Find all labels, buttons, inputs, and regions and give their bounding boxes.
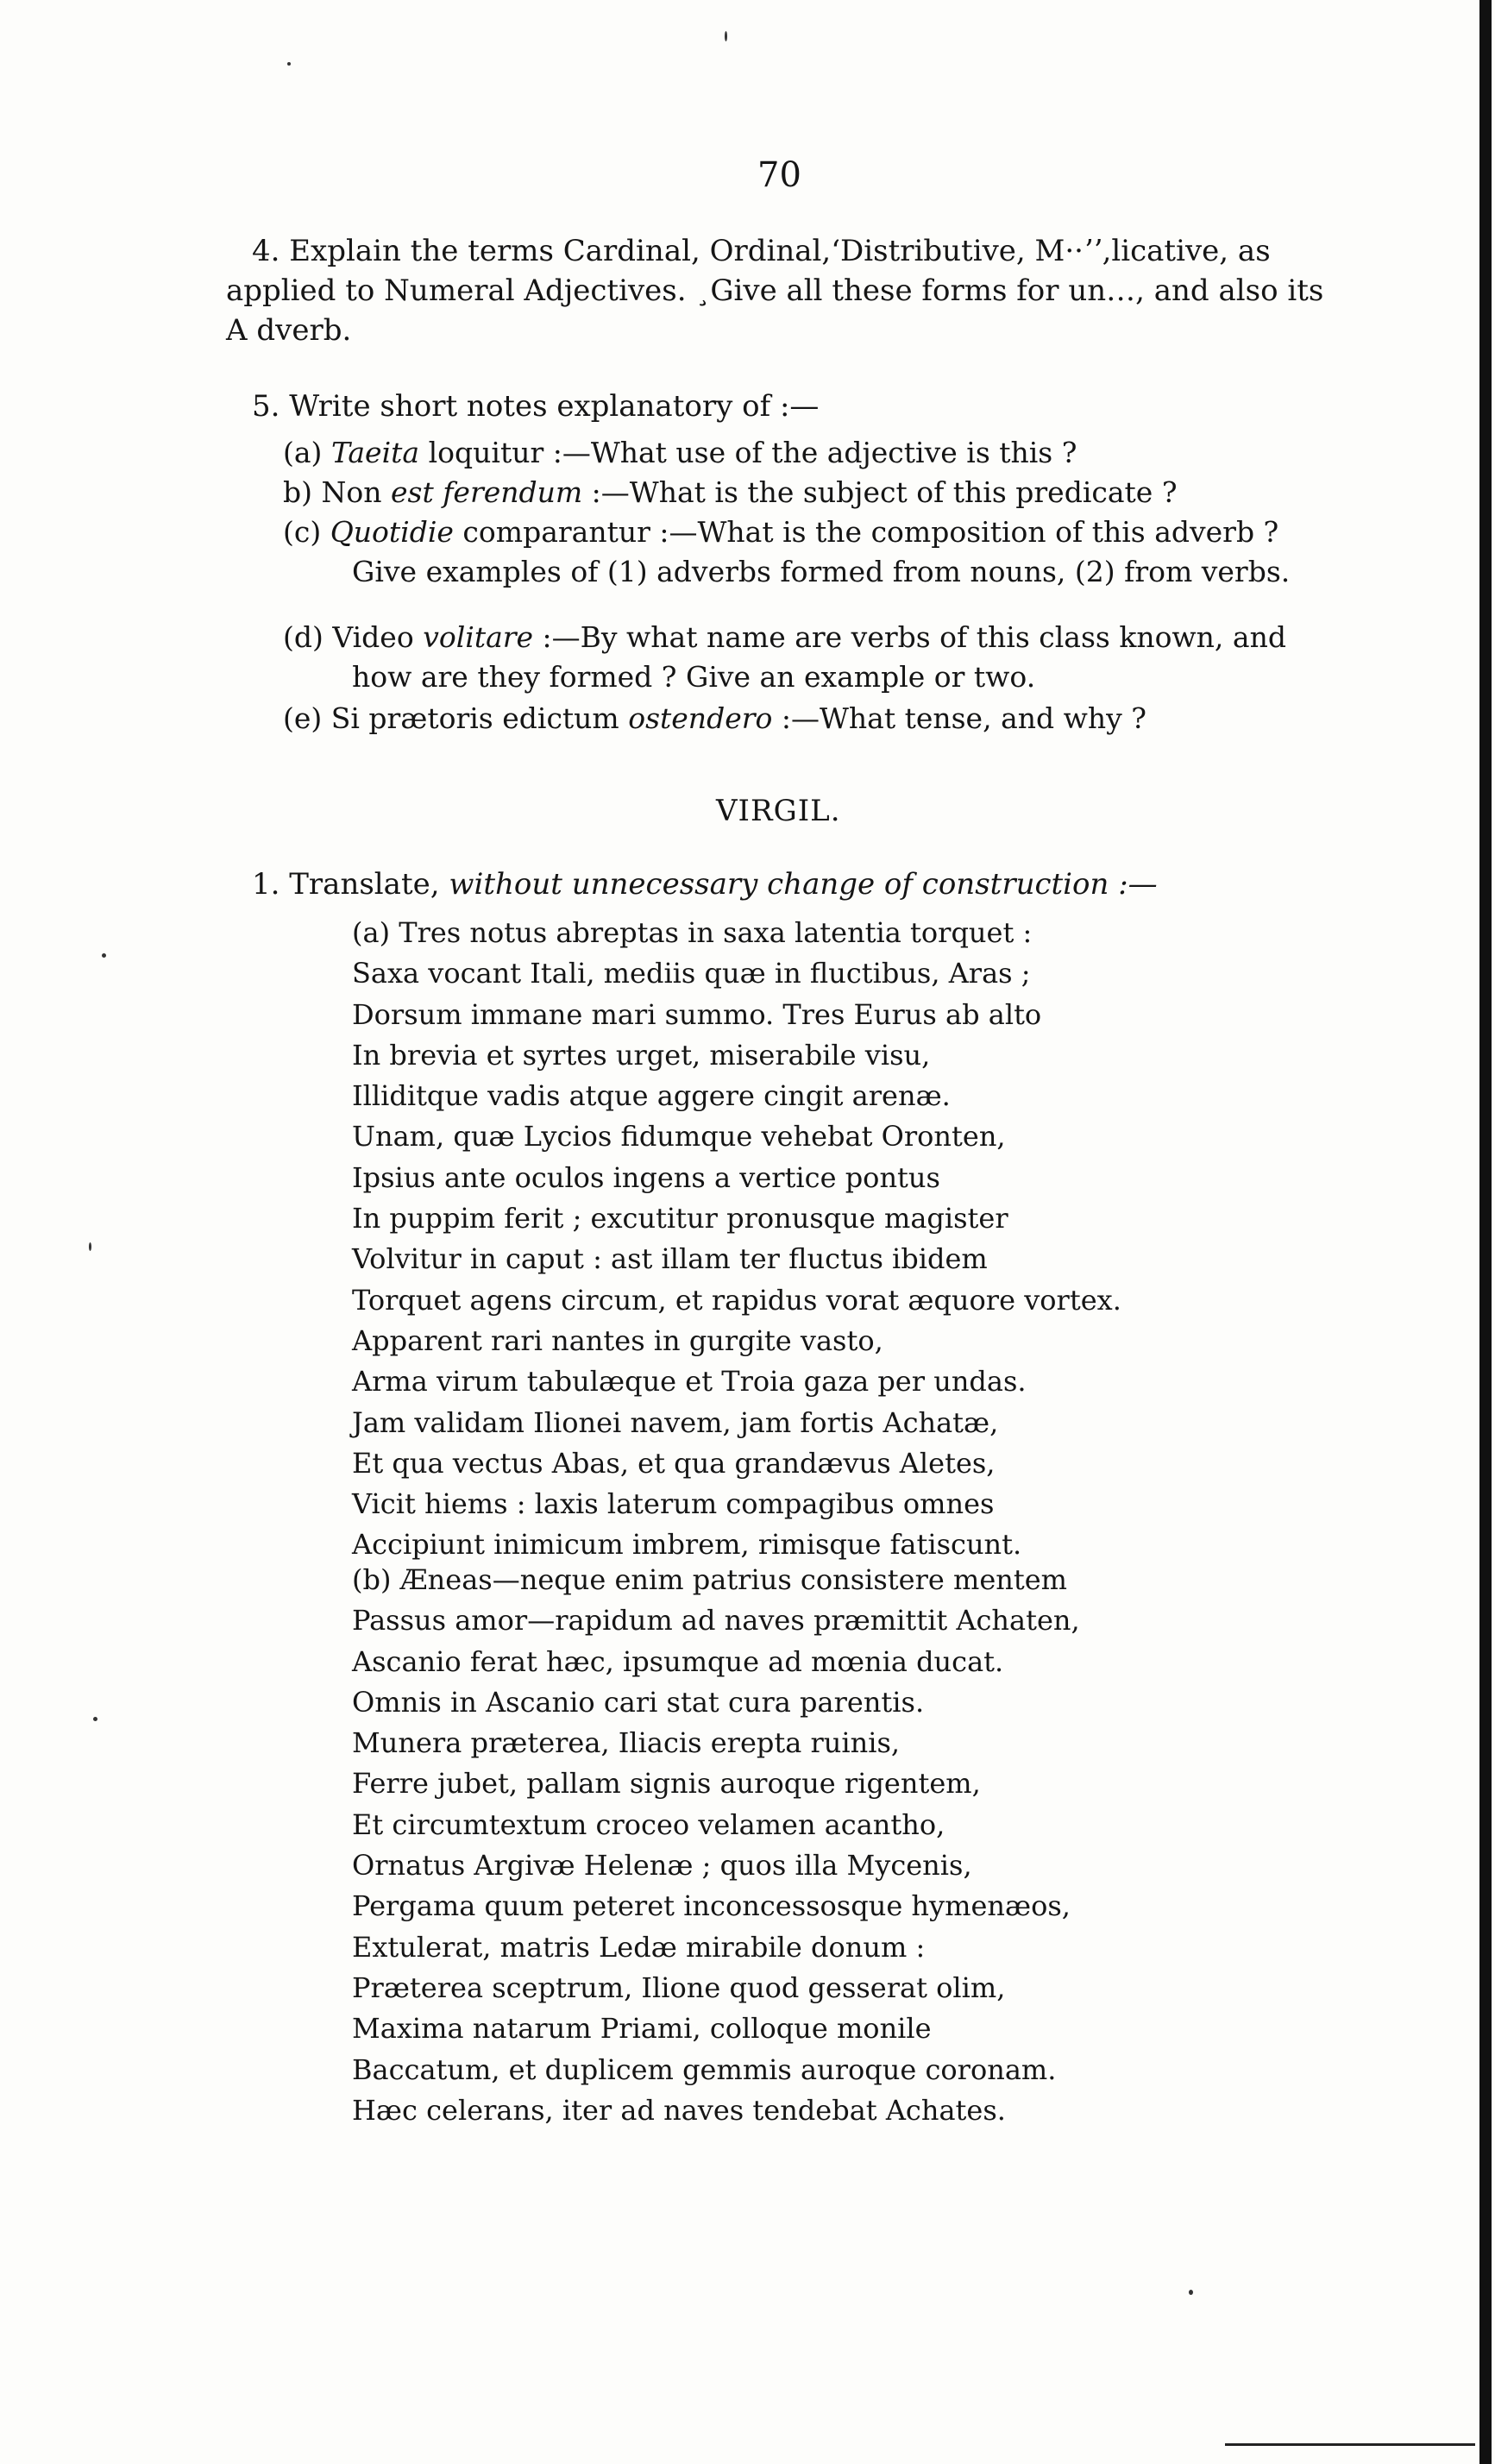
question-5a: [283, 433, 1077, 473]
item-text: comparantur :—What is the composition of this adverb ?: [453, 515, 1279, 549]
verse-line: Arma virum tabulæque et Troia gaza per undas.: [352, 1365, 1027, 1399]
item-text: :—What is the subject of this predicate ?: [582, 475, 1178, 509]
verse-line: Maxima natarum Priami, colloque monile: [352, 2012, 932, 2046]
scan-edge-margin: [1492, 0, 1495, 2464]
verse-line: Ascanio ferat hæc, ipsumque ad mœnia ducat.: [352, 1644, 1004, 1678]
question-5e: [283, 699, 1146, 739]
verse-line: Accipiunt inimicum imbrem, rimisque fatiscunt.: [352, 1528, 1022, 1562]
verse-line: Illiditque vadis atque aggere cingit arenæ.: [352, 1079, 951, 1113]
question-5d-continuation: how are they formed ? Give an example or two.: [352, 660, 1036, 694]
item-label: (c): [283, 515, 322, 549]
translate-instruction: [252, 864, 1158, 904]
question-5-intro: 5. Write short notes explanatory of :—: [252, 389, 820, 424]
scan-speck: [102, 953, 106, 958]
verse-line: In brevia et syrtes urget, miserabile visu,: [352, 1038, 931, 1072]
question-5c: [283, 512, 1278, 552]
question-4-line-1: 4. Explain the terms Cardinal, Ordinal,ʻDistributive, M··ʼʼ,licative, as: [252, 234, 1271, 268]
passage-b: [352, 1560, 1080, 2131]
item-pre: Si prætoris edictum: [330, 701, 629, 735]
scan-speck: [1189, 2290, 1193, 2295]
item-text: :—By what name are verbs of this class known, and: [533, 620, 1286, 654]
verse-line: Omnis in Ascanio cari stat cura parentis.: [352, 1685, 925, 1719]
verse-line: Hæc celerans, iter ad naves tendebat Achates.: [352, 2093, 1006, 2127]
verse-line: Extulerat, matris Ledæ mirabile donum :: [352, 1930, 926, 1964]
verse-line: (a) Tres notus abreptas in saxa latentia torquet :: [352, 916, 1033, 949]
passage-a: [352, 913, 1121, 1566]
verse-line: Baccatum, et duplicem gemmis auroque coronam.: [352, 2052, 1057, 2086]
verse-line: Unam, quæ Lycios fidumque vehebat Oronten,: [352, 1120, 1006, 1153]
question-5c-continuation: Give examples of (1) adverbs formed from nouns, (2) from verbs.: [352, 555, 1291, 588]
latin-phrase: Taeita: [330, 436, 420, 469]
verse-line: Vicit hiems : laxis laterum compagibus omnes: [352, 1487, 995, 1521]
latin-phrase: est ferendum: [391, 475, 583, 509]
scan-speck: [725, 31, 727, 41]
scan-speck: [89, 1242, 91, 1251]
question-5d: [283, 618, 1286, 657]
verse-line: Munera præterea, Iliacis erepta ruinis,: [352, 1726, 901, 1760]
verse-line: (b) Æneas—neque enim patrius consistere mentem: [352, 1563, 1068, 1596]
section-heading: VIRGIL.: [716, 794, 841, 828]
item-label: b): [283, 475, 312, 509]
scan-edge-shadow: [1479, 0, 1492, 2464]
latin-phrase: volitare: [423, 620, 534, 654]
scan-speck: [93, 1717, 97, 1721]
verse-line: Pergama quum peteret inconcessosque hymenæos,: [352, 1889, 1071, 1923]
verse-line: Præterea sceptrum, Ilione quod gesserat olim,: [352, 1971, 1006, 2004]
latin-phrase: ostendero: [628, 701, 773, 735]
question-4-line-2: applied to Numeral Adjectives. ¸Give all these forms for un…, and also its: [226, 273, 1324, 308]
verse-line: Ferre jubet, pallam signis auroque rigentem,: [352, 1767, 981, 1801]
question-5b: [283, 473, 1178, 512]
page-number: 70: [757, 155, 801, 195]
scan-speck: [287, 62, 291, 66]
verse-line: In puppim ferit ; excutitur pronusque magister: [352, 1202, 1008, 1235]
item-pre: Non: [321, 475, 391, 509]
item-text: :—What tense, and why ?: [772, 701, 1146, 735]
item-label: (a): [283, 436, 323, 469]
scan-bottom-line: [1225, 2443, 1475, 2446]
verse-line: Ornatus Argivæ Helenæ ; quos illa Mycenis,: [352, 1849, 972, 1883]
verse-line: Passus amor—rapidum ad naves præmittit Achaten,: [352, 1604, 1080, 1637]
verse-line: Ipsius ante oculos ingens a vertice pontus: [352, 1160, 940, 1194]
question-4-line-3: A dverb.: [226, 313, 352, 348]
verse-line: Et qua vectus Abas, et qua grandævus Aletes,: [352, 1446, 996, 1480]
item-pre: Video: [332, 620, 424, 654]
verse-line: Torquet agens circum, et rapidus vorat æquore vortex.: [352, 1283, 1121, 1317]
item-text: loquitur :—What use of the adjective is this ?: [419, 436, 1077, 469]
verse-line: Saxa vocant Itali, mediis quæ in fluctibus, Aras ;: [352, 957, 1031, 990]
verse-line: Dorsum immane mari summo. Tres Eurus ab alto: [352, 997, 1042, 1031]
verse-line: Volvitur in caput : ast illam ter fluctus ibidem: [352, 1242, 988, 1276]
verse-line: Et circumtextum croceo velamen acantho,: [352, 1807, 945, 1841]
latin-phrase: Quotidie: [330, 515, 454, 549]
item-label: (d): [283, 620, 323, 654]
verse-line: Apparent rari nantes in gurgite vasto,: [352, 1323, 883, 1357]
instruction-text: 1. Translate,: [252, 867, 449, 902]
verse-line: Jam validam Ilionei navem, jam fortis Achatæ,: [352, 1405, 999, 1439]
instruction-italic: without unnecessary change of construction :—: [449, 867, 1158, 902]
item-label: (e): [283, 701, 323, 735]
